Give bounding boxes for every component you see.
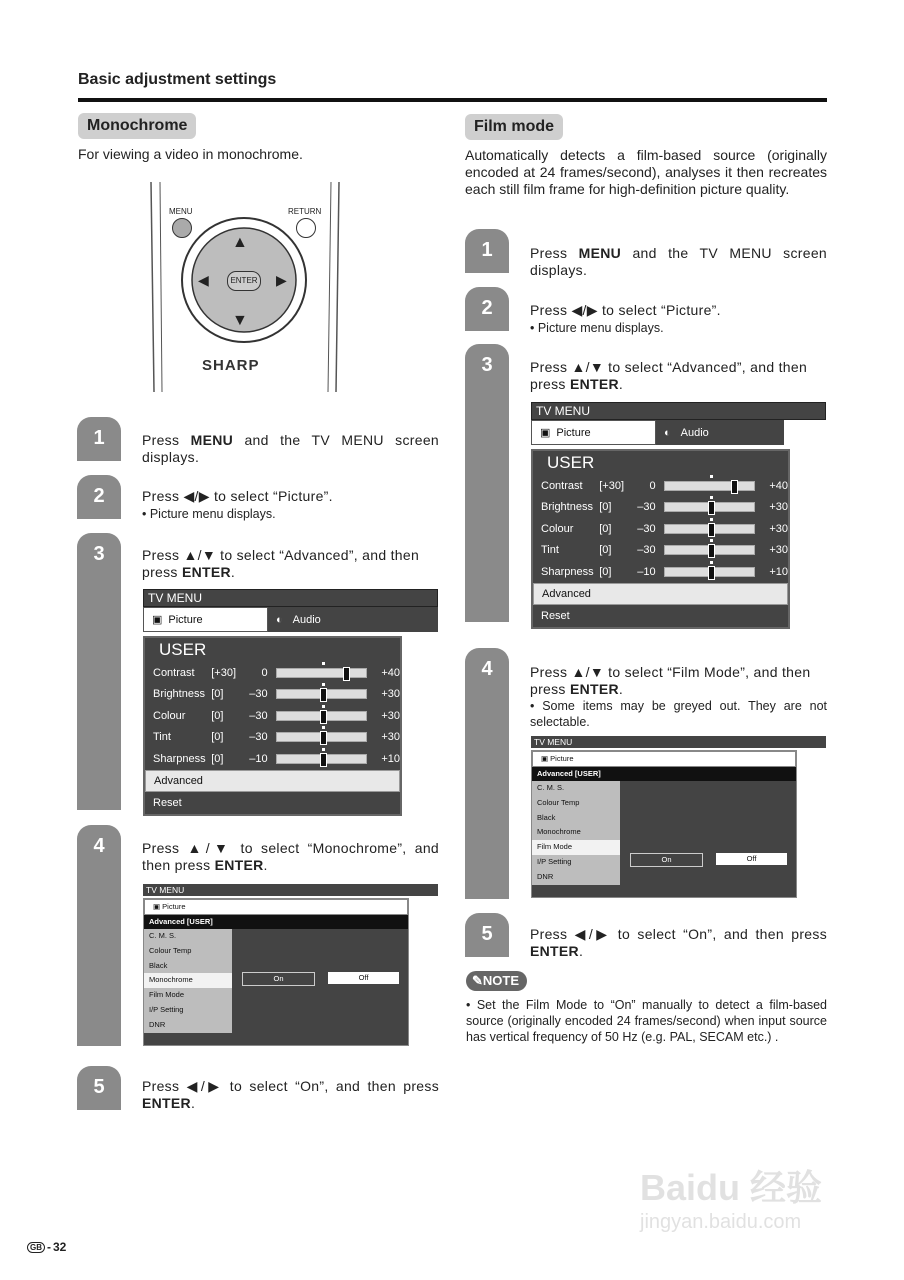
step-number: 4	[93, 835, 105, 857]
remote-control-illustration	[146, 182, 346, 392]
step-badge-2	[77, 475, 121, 519]
slider-max: +30	[769, 544, 788, 557]
slider-track[interactable]	[664, 502, 755, 512]
note-text: • Set the Film Mode to “On” manually to detect a film-based source (originally encoded 24 frames/second) when input source has vertical frequency of 50 Hz (e.g. PAL, SECAM etc.) .	[466, 998, 827, 1044]
audio-icon: ◐	[664, 426, 671, 439]
step-5-text: Press ◀/▶ to select “On”, and then press ENTER.	[142, 1078, 439, 1111]
tab-audio-label: Audio	[292, 613, 321, 626]
step-1-text: Press MENU and the TV MENU screen displays.	[142, 432, 439, 465]
step-2-text: Press ◀/▶ to select “Picture”.	[142, 488, 333, 504]
region-badge: GB	[27, 1242, 45, 1253]
slider-bracket-value: [0]	[211, 688, 224, 701]
advanced-item[interactable]: Advanced	[145, 770, 400, 792]
advanced-list-item[interactable]: Black	[149, 960, 168, 970]
slider-track[interactable]	[664, 524, 755, 534]
picture-mode-label: USER	[159, 640, 207, 659]
tv-menu-title: TV MENU	[531, 736, 826, 748]
slider-min: –10	[637, 565, 656, 578]
enter-button[interactable]: ENTER	[227, 271, 261, 291]
advanced-list-item[interactable]: Monochrome	[144, 973, 232, 988]
off-option[interactable]: Off	[328, 972, 399, 984]
tab-picture-label: Picture	[550, 754, 574, 763]
slider-min: –30	[637, 522, 656, 535]
slider-row-sharpness[interactable]	[145, 748, 400, 770]
slider-min: –30	[637, 501, 656, 514]
slider-label: Brightness	[153, 688, 205, 701]
slider-bracket-value: [0]	[599, 544, 612, 557]
advanced-item[interactable]: Advanced	[533, 583, 788, 605]
page-number: 32	[53, 1240, 67, 1254]
step-badge-2	[465, 287, 509, 331]
step-badge-1	[77, 417, 121, 461]
slider-min: –30	[249, 731, 268, 744]
step-number: 2	[93, 485, 105, 507]
slider-center-dot	[710, 539, 713, 542]
advanced-list-item[interactable]: Black	[537, 812, 556, 822]
slider-label: Brightness	[541, 501, 593, 514]
on-option[interactable]: On	[242, 972, 315, 986]
picture-icon: ▣	[153, 902, 163, 911]
slider-center-dot	[710, 496, 713, 499]
slider-label: Tint	[153, 731, 171, 744]
slider-row-contrast[interactable]	[533, 475, 788, 497]
step-badge-3	[465, 344, 509, 622]
slider-label: Tint	[541, 544, 559, 557]
slider-knob[interactable]	[320, 753, 327, 767]
advanced-menu-body	[531, 750, 797, 898]
slider-knob[interactable]	[708, 544, 715, 558]
advanced-list-item[interactable]: C. M. S.	[537, 783, 565, 792]
slider-max: +10	[769, 565, 788, 578]
slider-max: +40	[769, 479, 788, 492]
step-4-text: Press ▲/▼ to select “Monochrome”, and then press ENTER.	[142, 840, 439, 873]
watermark-logo	[640, 1160, 860, 1250]
slider-knob[interactable]	[708, 523, 715, 537]
picture-mode-label: USER	[547, 453, 595, 472]
slider-center-dot	[322, 662, 325, 665]
advanced-list-item[interactable]: I/P Setting	[149, 1004, 184, 1014]
tv-menu-title: TV MENU	[143, 884, 438, 896]
slider-center-dot	[322, 683, 325, 686]
slider-rows	[533, 475, 788, 583]
step-number: 3	[481, 354, 493, 376]
right-arrow-icon[interactable]: ▶	[276, 272, 287, 288]
slider-max: +30	[381, 688, 400, 701]
slider-knob[interactable]	[320, 731, 327, 745]
slider-bracket-value: [0]	[599, 501, 612, 514]
slider-center-dot	[322, 726, 325, 729]
picture-settings-panel	[531, 449, 790, 629]
slider-max: +30	[769, 522, 788, 535]
advanced-menu-screen	[143, 884, 438, 1046]
slider-bracket-value: [0]	[211, 752, 224, 765]
slider-row-sharpness[interactable]	[533, 561, 788, 583]
step-5-text: Press ◀/▶ to select “On”, and then press ENTER.	[530, 926, 827, 959]
slider-min: –30	[637, 544, 656, 557]
slider-min: –30	[249, 709, 268, 722]
step-number: 4	[481, 658, 493, 680]
slider-max: +10	[381, 752, 400, 765]
section-title-monochrome: Monochrome	[78, 113, 196, 139]
slider-min: –10	[249, 752, 268, 765]
step-badge-1	[465, 229, 509, 273]
step-number: 2	[481, 297, 493, 319]
note-badge: ✎NOTE	[466, 971, 527, 991]
advanced-list	[144, 929, 232, 1033]
baidu-logo: Baidu 经验	[640, 1167, 823, 1208]
tab-picture-label: Picture	[162, 902, 186, 911]
slider-center-dot	[322, 705, 325, 708]
advanced-menu-body	[143, 898, 409, 1046]
slider-label: Colour	[541, 522, 574, 535]
advanced-list-item[interactable]: Film Mode	[532, 840, 620, 855]
tv-menu-title: TV MENU	[143, 589, 438, 607]
slider-max: +30	[769, 501, 788, 514]
step-number: 5	[93, 1076, 105, 1098]
step-2-bullet: • Picture menu displays.	[530, 321, 664, 335]
slider-label: Sharpness	[541, 565, 594, 578]
slider-center-dot	[322, 748, 325, 751]
slider-knob[interactable]	[708, 501, 715, 515]
slider-bracket-value: [0]	[211, 709, 224, 722]
tab-picture[interactable]	[143, 607, 268, 632]
step-badge-4	[77, 825, 121, 1046]
advanced-list-item[interactable]: DNR	[149, 1019, 166, 1029]
return-button-label: RETURN	[288, 207, 322, 216]
slider-row-brightness[interactable]	[533, 497, 788, 519]
tab-picture[interactable]	[531, 420, 656, 445]
slider-row-tint[interactable]	[145, 727, 400, 749]
slider-track[interactable]	[276, 668, 367, 678]
slider-knob[interactable]	[320, 710, 327, 724]
slider-knob[interactable]	[708, 566, 715, 580]
slider-row-brightness[interactable]	[145, 684, 400, 706]
monochrome-intro: For viewing a video in monochrome.	[78, 146, 303, 162]
audio-icon: ◐	[276, 613, 283, 626]
slider-knob[interactable]	[731, 480, 738, 494]
step-number: 1	[481, 239, 493, 261]
up-arrow-icon[interactable]: ▲	[232, 234, 248, 251]
slider-center-dot	[710, 475, 713, 478]
slider-label: Contrast	[541, 479, 583, 492]
step-badge-4	[465, 648, 509, 899]
step-3-text: Press ▲/▼ to select “Advanced”, and then press ENTER.	[142, 547, 420, 580]
slider-track[interactable]	[276, 732, 367, 742]
slider-track[interactable]	[664, 545, 755, 555]
step-number: 3	[93, 543, 105, 565]
advanced-title: Advanced [USER]	[144, 915, 408, 929]
advanced-list-item[interactable]: Monochrome	[537, 827, 581, 837]
slider-row-colour[interactable]	[533, 518, 788, 540]
step-1-text: Press MENU and the TV MENU screen displays.	[530, 245, 827, 278]
step-4-bullet: • Some items may be greyed out. They are not selectable.	[530, 699, 827, 729]
left-arrow-icon[interactable]: ◀	[198, 272, 209, 288]
picture-settings-panel	[143, 636, 402, 816]
off-option[interactable]: Off	[716, 853, 787, 865]
reset-item[interactable]: Reset	[541, 609, 570, 622]
tab-picture-label: Picture	[556, 426, 591, 439]
slider-bracket-value: [0]	[599, 565, 612, 578]
tab-audio-label: Audio	[680, 426, 709, 439]
slider-row-contrast[interactable]	[145, 662, 400, 684]
slider-label: Colour	[153, 709, 186, 722]
slider-bracket-value: [+30]	[599, 479, 625, 492]
page-footer: GB - 32	[27, 1240, 66, 1254]
advanced-list	[532, 781, 620, 885]
slider-max: +30	[381, 731, 400, 744]
tv-menu-title: TV MENU	[531, 402, 826, 420]
advanced-list-item[interactable]: Colour Temp	[149, 945, 192, 955]
step-badge-5	[77, 1066, 121, 1110]
menu-button-label: MENU	[169, 207, 193, 216]
section-title-film-mode: Film mode	[465, 114, 563, 140]
page-heading: Basic adjustment settings	[78, 71, 277, 88]
slider-row-colour[interactable]	[145, 705, 400, 727]
brand-logo: SHARP	[202, 357, 260, 374]
slider-min: 0	[649, 479, 656, 492]
step-2-text: Press ◀/▶ to select “Picture”.	[530, 302, 721, 318]
slider-bracket-value: [0]	[599, 522, 612, 535]
slider-min: 0	[261, 666, 268, 679]
slider-rows	[145, 662, 400, 770]
tab-audio[interactable]	[656, 420, 784, 445]
tab-audio[interactable]	[268, 607, 438, 632]
slider-knob[interactable]	[343, 667, 350, 681]
reset-item[interactable]: Reset	[153, 796, 182, 809]
slider-center-dot	[710, 561, 713, 564]
slider-track[interactable]	[276, 689, 367, 699]
step-badge-3	[77, 533, 121, 810]
slider-label: Sharpness	[153, 752, 206, 765]
tab-picture-label: Picture	[168, 613, 203, 626]
down-arrow-icon[interactable]: ▼	[232, 312, 248, 329]
slider-max: +40	[381, 666, 400, 679]
slider-knob[interactable]	[320, 688, 327, 702]
advanced-list-item[interactable]: DNR	[537, 871, 554, 881]
slider-center-dot	[710, 518, 713, 521]
advanced-list-item[interactable]: C. M. S.	[149, 931, 177, 940]
on-option[interactable]: On	[630, 853, 703, 867]
step-4-text: Press ▲/▼ to select “Film Mode”, and then press ENTER.	[530, 664, 811, 697]
advanced-title: Advanced [USER]	[532, 767, 796, 781]
slider-bracket-value: [0]	[211, 731, 224, 744]
slider-track[interactable]	[276, 754, 367, 764]
return-button[interactable]	[296, 218, 316, 238]
slider-max: +30	[381, 709, 400, 722]
heading-rule	[78, 98, 827, 102]
tv-menu-screen	[143, 589, 438, 816]
menu-button[interactable]	[172, 218, 192, 238]
tab-picture[interactable]	[532, 751, 796, 767]
advanced-menu-screen	[531, 736, 826, 898]
advanced-list-item[interactable]: Colour Temp	[537, 797, 580, 807]
slider-bracket-value: [+30]	[211, 666, 237, 679]
slider-min: –30	[249, 688, 268, 701]
slider-track[interactable]	[664, 481, 755, 491]
step-number: 5	[481, 923, 493, 945]
film-mode-intro: Automatically detects a film-based source (originally encoded at 24 frames/second), analyses it then recreates each still film frame for high-definition picture quality.	[465, 147, 827, 197]
slider-track[interactable]	[276, 711, 367, 721]
step-3-text: Press ▲/▼ to select “Advanced”, and then press ENTER.	[530, 359, 808, 392]
slider-track[interactable]	[664, 567, 755, 577]
slider-label: Contrast	[153, 666, 195, 679]
tv-menu-screen	[531, 402, 826, 629]
picture-icon: ▣	[152, 614, 163, 626]
step-number: 1	[93, 427, 105, 449]
step-badge-5	[465, 913, 509, 957]
watermark-url: jingyan.baidu.com	[640, 1211, 802, 1233]
picture-icon: ▣	[541, 754, 551, 763]
step-2-bullet: • Picture menu displays.	[142, 507, 276, 521]
picture-icon: ▣	[540, 427, 551, 439]
slider-row-tint[interactable]	[533, 540, 788, 562]
advanced-list-item[interactable]: Film Mode	[149, 990, 185, 1000]
tab-picture[interactable]	[144, 899, 408, 915]
pencil-icon: ✎	[472, 973, 483, 988]
advanced-list-item[interactable]: I/P Setting	[537, 856, 572, 866]
